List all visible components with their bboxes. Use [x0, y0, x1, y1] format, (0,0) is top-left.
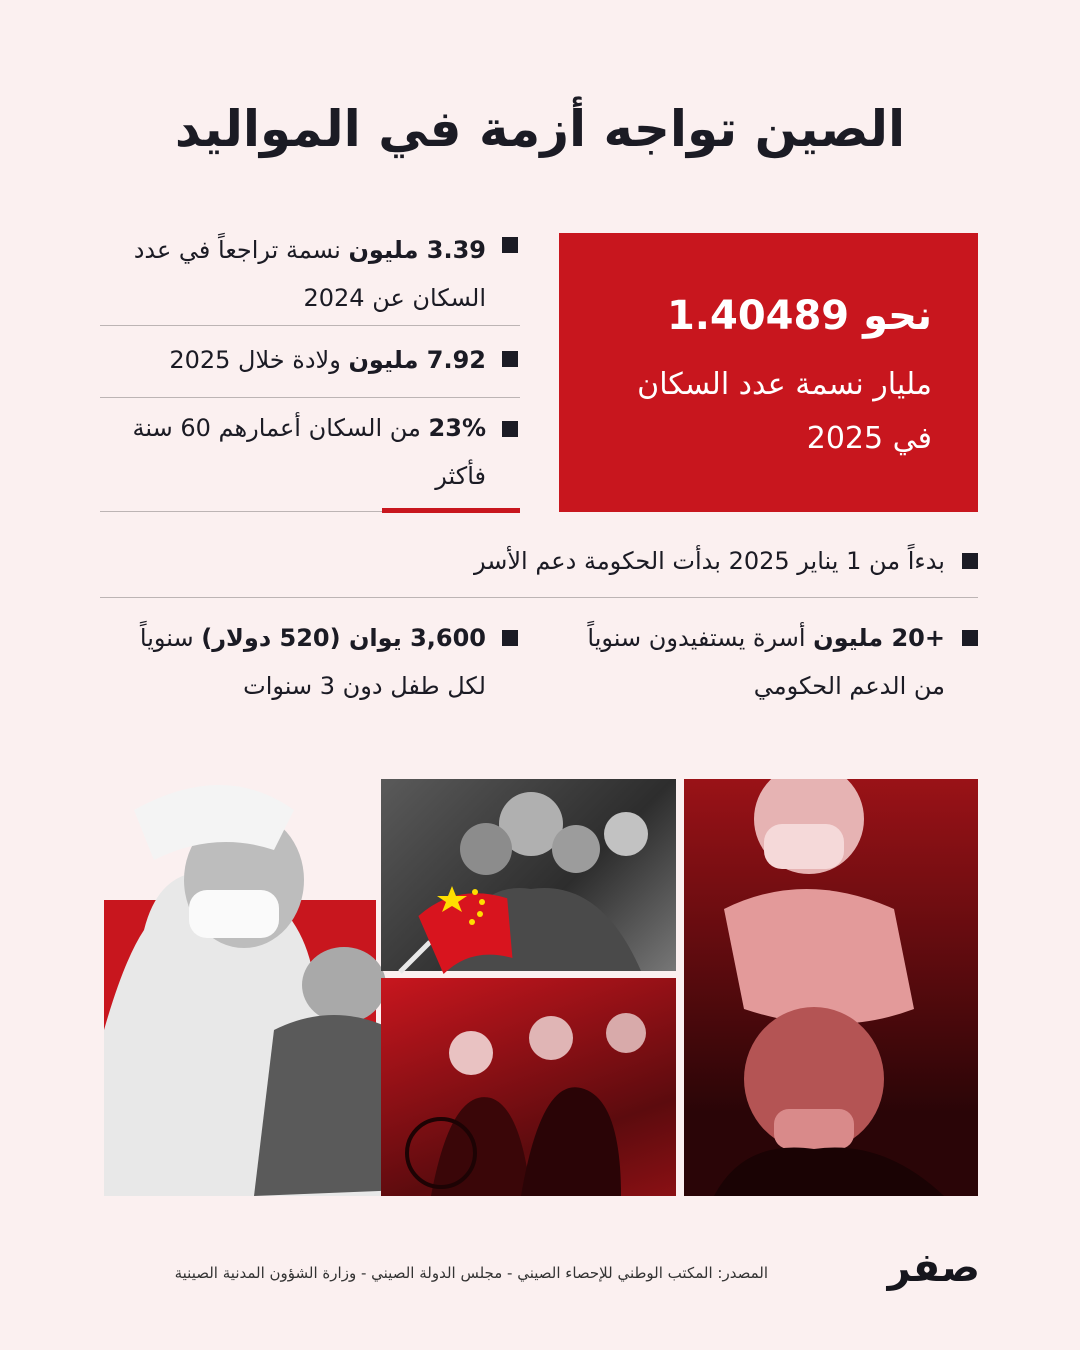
red-accent-bar — [382, 508, 520, 513]
bullet-icon — [502, 421, 518, 437]
divider — [100, 597, 978, 598]
fact-text: سنوياً لكل طفل دون 3 سنوات — [139, 624, 486, 700]
fact-population-decline — [100, 226, 486, 322]
divider — [100, 325, 520, 326]
nurse-with-baby-photo — [104, 770, 404, 1196]
fact-elderly — [100, 404, 486, 500]
fact-bold: 3,600 يوان (520 دولار) — [201, 624, 486, 652]
support-start-text: بدءاً من 1 يناير 2025 بدأت الحكومة دعم الأسر — [474, 547, 945, 575]
bullet-icon — [502, 630, 518, 646]
fact-text: ولادة خلال 2025 — [169, 346, 349, 374]
stat-sub: مليار نسمة عدد السكان في 2025 — [637, 367, 932, 456]
brand-logo: صفر — [887, 1245, 980, 1291]
bullet-icon — [502, 237, 518, 253]
fact-births — [100, 336, 486, 384]
stat-main: نحو 1.40489 — [666, 293, 932, 339]
fact-bold: 3.39 مليون — [348, 236, 486, 264]
benefit-per-child — [100, 614, 486, 710]
population-stat-box — [559, 233, 978, 512]
bullet-icon — [962, 630, 978, 646]
fact-text: أسرة يستفيدون سنوياً من الدعم الحكومي — [587, 624, 945, 700]
source-note: المصدر: المكتب الوطني للإحصاء الصيني - مجلس الدولة الصيني - وزارة الشؤون المدنية الصينية — [174, 1264, 768, 1282]
fact-text: من السكان أعمارهم 60 سنة فأكثر — [132, 414, 486, 490]
page-title: الصين تواجه أزمة في المواليد — [174, 100, 906, 158]
father-child-red-photo — [684, 779, 978, 1196]
divider — [100, 397, 520, 398]
elderly-red-photo — [381, 978, 676, 1196]
fact-bold: 7.92 مليون — [348, 346, 486, 374]
support-start-note — [100, 537, 945, 585]
china-flag-icon — [390, 852, 520, 982]
fact-bold: +20 مليون — [813, 624, 945, 652]
bullet-icon — [502, 351, 518, 367]
fact-text: نسمة تراجعاً في عدد السكان عن 2024 — [133, 236, 486, 312]
bullet-icon — [962, 553, 978, 569]
fact-bold: 23% — [428, 414, 486, 442]
benefit-families — [560, 614, 945, 710]
